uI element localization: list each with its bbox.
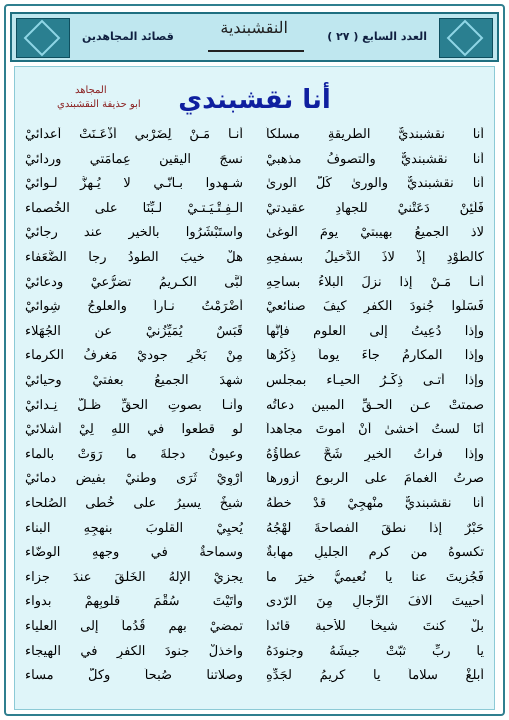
- verse-second-hemistich: يُحيِيْ القلوبَ بنهجِهِ البناء: [25, 520, 243, 536]
- verse-first-hemistich: أنا نقشبنديٌّ والورىٰ كُلُّ الورىٰ: [266, 176, 484, 192]
- verse-line: [15, 250, 494, 272]
- verse-second-hemistich: وسماحةٌ في وجهِهِ الوضّاء: [25, 545, 243, 561]
- verse-second-hemistich: وصلاتنا صُبحاً وكلَّ مساء: [25, 668, 243, 684]
- author-name: ابو حذيفة النقشبندي: [57, 99, 141, 110]
- verse-line: [15, 422, 494, 444]
- ornament-left-icon: [16, 18, 70, 58]
- verse-line: [15, 152, 494, 174]
- verse-line: [15, 619, 494, 641]
- verse-second-hemistich: واستَبْشَرُوا بالخير عند رجائيْ: [25, 225, 243, 241]
- verse-second-hemistich: أضْرَمْتُ نـاراً والعلوجُ شِوائيْ: [25, 299, 243, 315]
- magazine-section-title: قصائد المجاهدين: [82, 30, 174, 43]
- verse-second-hemistich: شهدَ الجميعُ بعفتيْ وحيائيْ: [25, 373, 243, 388]
- verse-first-hemistich: أنَا لستُ أخشىٰ أنْ أموتَ مجاهداً: [266, 422, 484, 438]
- verse-second-hemistich: شـهدوا بـأنّـي لا يُـهزُّ لـوائيْ: [25, 176, 243, 192]
- verse-first-hemistich: صرتُ الغمامَ على الربوعِ أزورها: [266, 471, 484, 487]
- verse-line: [15, 447, 494, 469]
- verse-first-hemistich: فَسَلُوا جُنودَ الكفرِ كيفَ صنائعيْ: [266, 299, 484, 315]
- verse-line: [15, 201, 494, 223]
- verse-first-hemistich: لاذ الجميعُ بهيبتيْ يومَ الوغىٰ: [266, 225, 484, 241]
- verse-second-hemistich: وأنـا بصوتِ الحقِّ ظـلَّ نِـدائيْ: [25, 397, 243, 413]
- verse-line: [15, 496, 494, 518]
- verse-line: [15, 373, 494, 395]
- verse-line: [15, 299, 494, 321]
- verse-second-hemistich: وعيونُ دجلةَ ما رَوَتْ بالماء: [25, 446, 243, 462]
- verse-second-hemistich: تمضيْ بهم قُدُماً إلى العلياء: [25, 619, 243, 634]
- logo-underline: [208, 50, 304, 52]
- magazine-logo: النقشبندية: [220, 18, 288, 37]
- verse-line: [15, 570, 494, 592]
- verse-second-hemistich: أرْوِيْ ثَرَى وطنيْ بفيضِ دمائيْ: [25, 471, 243, 487]
- verse-first-hemistich: صمتتْ عـن الحـقِّ المبين دعاتُه: [266, 397, 484, 413]
- verse-line: [15, 398, 494, 420]
- verse-first-hemistich: أنا نقشبنديٌّ والتصوفُ مذهبيْ: [266, 151, 484, 167]
- verse-first-hemistich: أنـا مَـنْ إذا نزلَ البلاءُ بساحِهِ: [266, 274, 484, 290]
- verse-line: [15, 471, 494, 493]
- verse-second-hemistich: لَبَّى الكـريمُ تضرُّعيْ ودعائيْ: [25, 274, 243, 290]
- verse-second-hemistich: واخذلْ جنودَ الكفرِ في الهيجاء: [25, 643, 243, 659]
- verse-line: [15, 545, 494, 567]
- verse-first-hemistich: فَلَئِنْ دَعَتْنيْ للجهادِ عقيدتيْ: [266, 200, 484, 216]
- verse-first-hemistich: وإذا المكارمُ جاءَ يوماً ذِكْرُها: [266, 348, 484, 364]
- verse-first-hemistich: أنا نقشبنديٌّ منْهجِيْ قدْ خطَّهُ: [266, 496, 484, 511]
- verse-first-hemistich: بلْ كنتَ شيخاً للأحبة قائداً: [266, 619, 484, 634]
- verse-line: [15, 225, 494, 247]
- verse-second-hemistich: يجزيْ الإلهُ الخَلْقَ عندَ جزاء: [25, 569, 243, 585]
- verse-first-hemistich: حَبْرٌ إذا نطقَ الفصاحةَ لهْجُهُ: [266, 520, 484, 536]
- verse-first-hemistich: أحييتَ آلافَ الرِّجالِ مِنَ الرّدى: [266, 594, 484, 610]
- verse-line: [15, 176, 494, 198]
- verse-second-hemistich: لو قطّعوا في اللهِ لِيْ أشلائيْ: [25, 422, 243, 438]
- author-label: المجاهد: [75, 85, 107, 96]
- verse-first-hemistich: وإذا دُعِيتُ إلى العلومِ فإنَّها: [266, 323, 484, 339]
- page-header: [10, 12, 499, 62]
- verse-second-hemistich: الْـفِـتْـيَـتـيْ لـبِّنَا على الخُصماء: [25, 200, 243, 216]
- verse-line: [15, 127, 494, 149]
- verse-first-hemistich: وإذا فراتُ الخيرِ شَحَّ عطاؤُهُ: [266, 446, 484, 462]
- verse-first-hemistich: كالطَّوْدِ إذْ لاذَ الدَّخيلُ بسفحِهِ: [266, 250, 484, 265]
- verse-second-hemistich: وأتَيْتَ سُقْمَ قلوبِهِمْ بدواء: [25, 594, 243, 610]
- ornament-right-icon: [439, 18, 493, 58]
- issue-number: العدد السابع ( ٢٧ ): [327, 30, 427, 43]
- verse-line: [15, 594, 494, 616]
- verse-line: [15, 644, 494, 666]
- poem-title: أنا نقشبندي: [178, 85, 331, 115]
- verse-first-hemistich: تكسوهُ من كرمِ الجليلِ مهابةٌ: [266, 545, 484, 561]
- verse-line: [15, 275, 494, 297]
- verse-first-hemistich: وإذا أتـى ذِكْـرُ الحيـاء بمجلس: [266, 373, 484, 388]
- verse-second-hemistich: شيخٌ يسيرُ على خُطى الصُلحاء: [25, 496, 243, 511]
- verse-second-hemistich: مِنْ بَحْرِ جوديْ مَغرفُ الكرماء: [25, 348, 243, 364]
- verse-first-hemistich: أبلغْ سلاماً يا كريمُ لجَدِّهِ: [266, 668, 484, 684]
- verse-first-hemistich: فَجُزيتَ عنا يا نُعيميُّ خيرَ ما: [266, 569, 484, 585]
- poem-panel: [14, 66, 495, 710]
- verse-line: [15, 324, 494, 346]
- verse-second-hemistich: أنـا مَـنْ لِضَرْبي أذْعَـنَتْ أعدائيْ: [25, 127, 243, 142]
- verse-line: [15, 521, 494, 543]
- verse-second-hemistich: قَبَسٌ يُمَيِّزُنيْ عن الجُهَلاء: [25, 323, 243, 339]
- verse-first-hemistich: يا ربِّ ثبّتْ جيشَهُ وجنودَهُ: [266, 643, 484, 659]
- verse-line: [15, 348, 494, 370]
- verse-second-hemistich: نسجَ اليقين عِمامَتي وردائيْ: [25, 151, 243, 167]
- verse-first-hemistich: أنا نقشبنديٌّ الطريقةِ مسلكاً: [266, 127, 484, 142]
- verse-second-hemistich: هلْ خيبَ الطودُ رجا الضُّعَفاء: [25, 250, 243, 265]
- verse-line: [15, 668, 494, 690]
